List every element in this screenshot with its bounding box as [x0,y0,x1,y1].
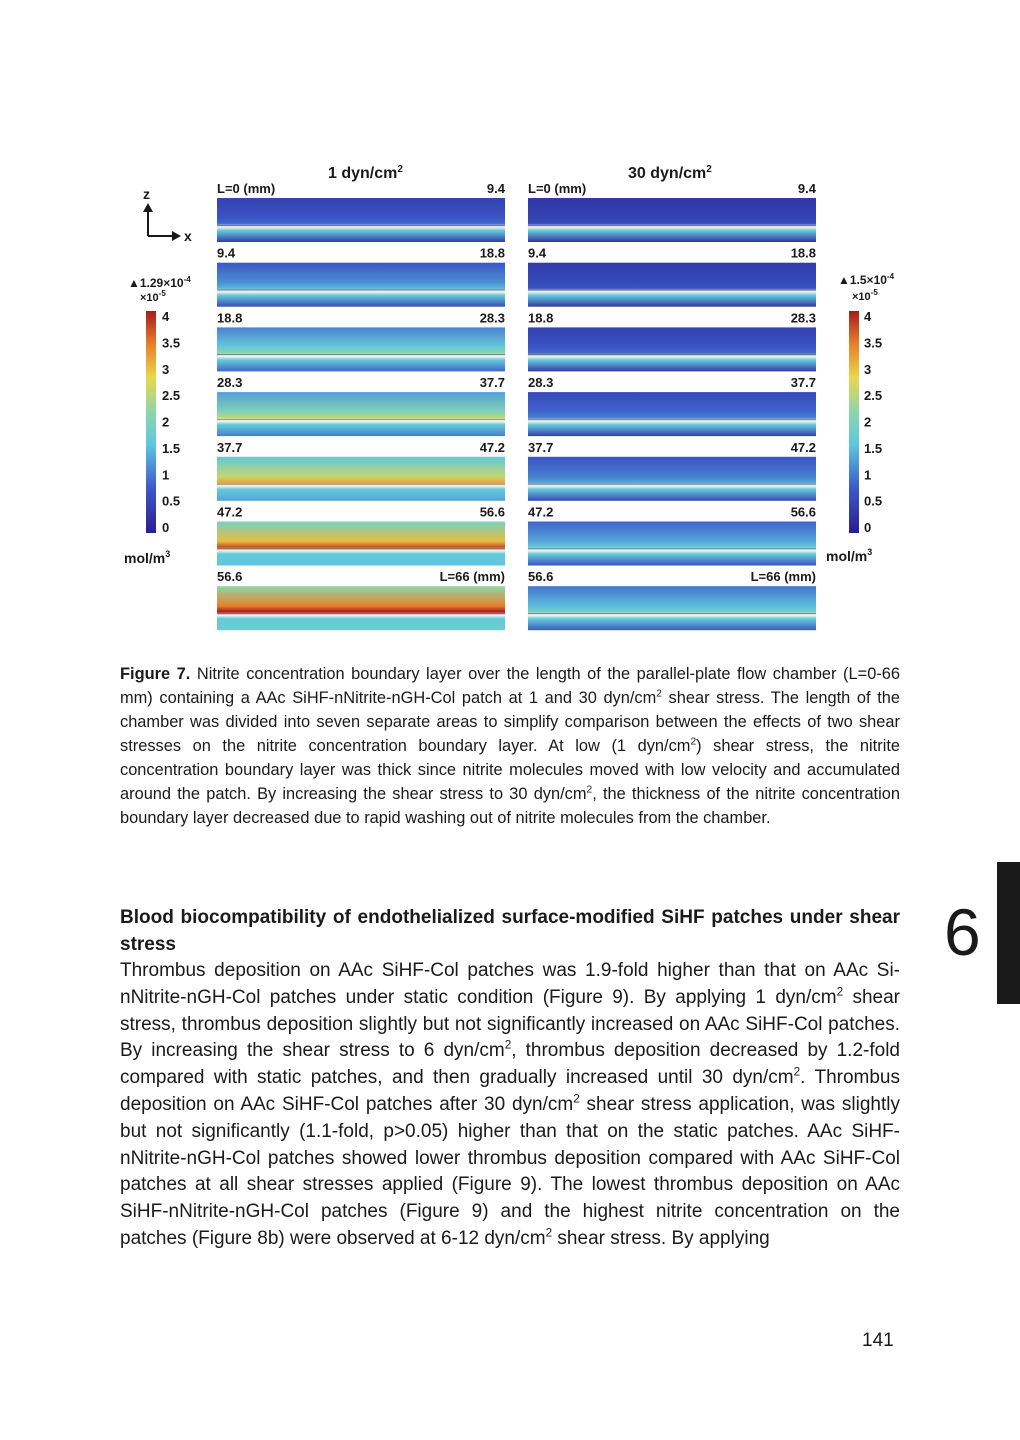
right-segment-end-5: 56.6 [790,504,816,520]
axis-z-arrowhead [143,203,153,212]
caption-label: Figure 7. [120,665,191,683]
axis-x-label: x [184,228,192,244]
left-segment-end-1: 18.8 [479,245,505,261]
left-colorbar-max: $▲1.29\times 10^{-4}$ [128,275,191,290]
right-ticks-2: 3 [864,361,872,377]
chapter-tab [997,862,1020,1004]
left-segment-3 [217,392,505,436]
right-segment-end-6: L=66 (mm) [750,569,816,585]
right-segment-3 [528,392,816,436]
left-ticks-2: 3 [162,361,170,377]
chapter-number: 6 [944,895,981,969]
left-colorbar-scale: $\times 10^{-5}$ [140,289,166,304]
left-segment-start-6: 56.6 [217,569,243,585]
left-segment-5 [217,522,505,566]
right-ticks-3: 2.5 [864,388,883,404]
right-colorbar-max: $▲1.5\times 10^{-4}$ [838,272,895,287]
left-segment-end-3: 37.7 [479,375,505,391]
right-colorbar-scale: $\times 10^{-5}$ [852,288,878,303]
left-segment-start-3: 28.3 [217,375,243,391]
left-ticks-1: 3.5 [162,335,181,351]
axis-x-arrowhead [172,231,181,241]
figure-caption: Figure 7. Nitrite concentration boundary layer over the length of the parallel-plate flow chamber (L=0-66 mm) containing a AAc SiHF-nNitrite-nGH-Col patch at 1 and 30 dyn/$cm^2$ shear stress. The length of the chamber was divided into seven separate areas to simplify comparison between the effects of two shear stresses on the nitrite concentration boundary layer. At low (1 dyn/$cm^2$) shear stress, the nitrite concentration boundary layer was thick since nitrite molecules moved with low velocity and accumulated around the patch. By increasing the shear stress to 30 dyn/$cm^2$, the thickness of the nitrite concentration boundary layer decreased due to rapid washing out of nitrite molecules from the chamber. [120,665,901,827]
left-colorbar [146,311,156,533]
left-ticks-0: 4 [162,309,170,324]
section-heading: Blood biocompatibility of endothelialized surface-modified SiHF patches under shear stress [120,907,900,955]
right-segment-end-3: 37.7 [790,375,816,391]
right-ticks-6: 1 [864,467,872,483]
right-segment-start-0: L=0 (mm) [528,181,587,196]
page-number: 141 [862,1330,894,1351]
axis-z-label: z [143,186,150,202]
left-ticks-4: 2 [162,414,170,430]
left-ticks-5: 1.5 [162,440,181,456]
right-segment-end-0: 9.4 [797,181,816,196]
left-segment-6 [217,586,505,630]
figure-7-graphic [0,0,1020,640]
right-segment-6 [528,586,816,630]
right-segment-start-5: 47.2 [528,504,554,520]
right-segment-start-4: 37.7 [528,439,554,455]
left-segment-end-0: 9.4 [486,181,505,196]
left-ticks-8: 0 [162,520,170,535]
left-segment-start-2: 18.8 [217,310,243,326]
right-colorbar [849,311,859,533]
left-colorbar-unit: mol/$m^3$ [124,549,171,566]
right-segment-0 [528,198,816,242]
left-panel-title: 1 dyn/$cm^2$ [328,164,403,182]
left-segment-end-5: 56.6 [479,504,505,520]
right-colorbar-ticks [864,309,882,535]
left-segment-4 [217,457,505,501]
right-segment-start-6: 56.6 [528,569,554,585]
left-segment-start-4: 37.7 [217,439,243,455]
right-ticks-1: 3.5 [864,335,883,351]
right-segment-2 [528,327,816,371]
right-segment-5 [528,522,816,566]
right-segment-end-2: 28.3 [790,310,816,326]
left-segment-start-5: 47.2 [217,504,243,520]
left-segment-start-0: L=0 (mm) [217,181,276,196]
left-ticks-3: 2.5 [162,388,181,404]
left-colorbar-ticks [162,309,180,535]
right-segment-end-1: 18.8 [790,245,816,261]
left-segment-end-2: 28.3 [479,310,505,326]
right-ticks-0: 4 [864,309,872,324]
body-paragraph: Thrombus deposition on AAc SiHF-Col patches was 1.9-fold higher than that on AAc Si-nNitrite-nGH-Col patches under static condition (Figure 9). By applying 1 dyn/$cm^2$ shear stress, thrombus deposition slightly but not significantly increased on AAc SiHF-Col patches. By increasing the shear stress to 6 dyn/$cm^2$, thrombus deposition decreased by 1.2-fold compared with static patches, and then gradually increased until 30 dyn/$cm^2$. Thrombus deposition on AAc SiHF-Col patches after 30 dyn/$cm^2$ shear stress application, was slightly but not significantly (1.1-fold, p>0.05) higher than that on the static patches. AAc SiHF-nNitrite-nGH-Col patches showed lower thrombus deposition compared with AAc SiHF-Col patches at all shear stresses applied (Figure 9). The lowest thrombus deposition on AAc SiHF-nNitrite-nGH-Col patches (Figure 9) and the highest nitrite concentration on the patches (Figure 8b) were observed at 6-12 dyn/$cm^2$ shear stress. By applying [120,960,901,1249]
right-segment-start-2: 18.8 [528,310,554,326]
right-colorbar-unit: mol/$m^3$ [826,547,873,564]
left-segment-end-4: 47.2 [479,439,505,455]
left-segment-2 [217,327,505,371]
right-ticks-8: 0 [864,520,872,535]
right-segment-start-1: 9.4 [528,245,547,261]
left-panels [217,181,506,630]
right-ticks-7: 0.5 [864,493,883,509]
right-segment-end-4: 47.2 [790,439,816,455]
left-segment-start-1: 9.4 [217,245,236,261]
right-segment-start-3: 28.3 [528,375,554,391]
figure-7 [0,0,1020,640]
right-ticks-4: 2 [864,414,872,430]
left-segment-0 [217,198,505,242]
left-segment-1 [217,263,505,307]
left-ticks-7: 0.5 [162,493,181,509]
left-segment-end-6: L=66 (mm) [439,569,505,585]
left-ticks-6: 1 [162,467,170,483]
right-segment-4 [528,457,816,501]
right-panels [528,181,817,630]
right-panel-title: 30 dyn/$cm^2$ [628,164,712,182]
right-ticks-5: 1.5 [864,440,883,456]
right-segment-1 [528,263,816,307]
